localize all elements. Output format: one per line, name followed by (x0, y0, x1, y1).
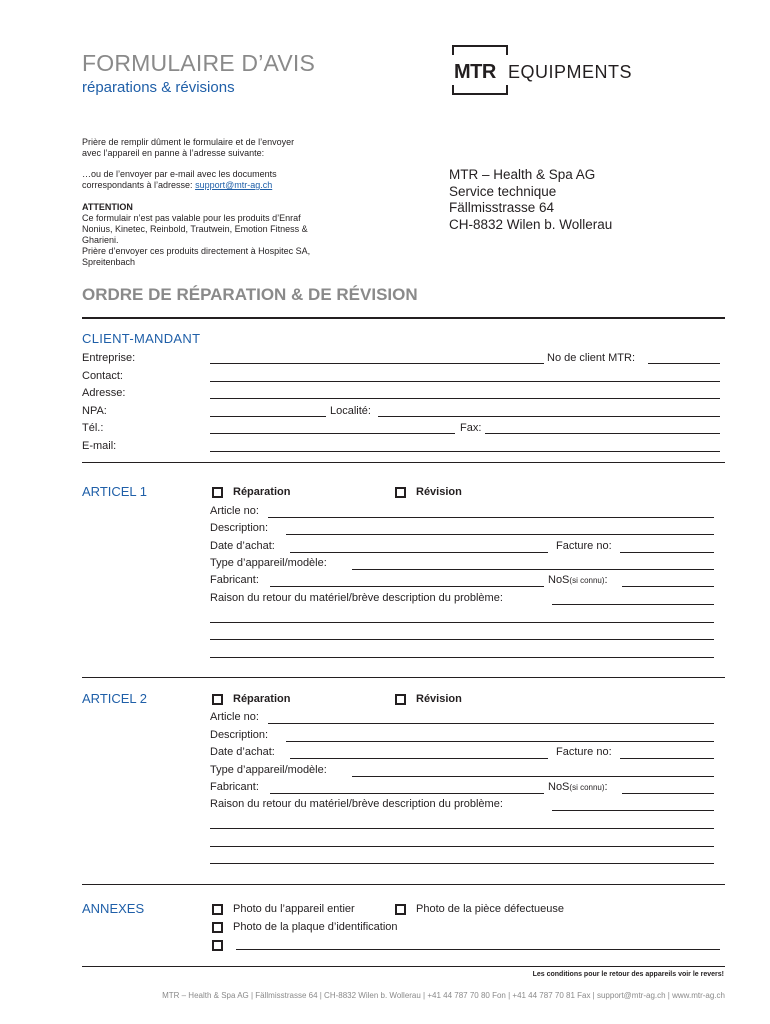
form-title: FORMULAIRE D’AVIS (82, 50, 316, 76)
checkbox-icon[interactable] (212, 922, 223, 933)
npa-field[interactable] (210, 405, 326, 417)
article-1-revision-checkbox[interactable]: Révision (395, 486, 462, 498)
label-ns: NoS(si connu): (548, 781, 608, 793)
label-raison: Raison du retour du matériel/brève description du problème: (210, 592, 503, 604)
checkbox-icon[interactable] (212, 694, 223, 705)
label-entreprise: Entreprise: (82, 352, 136, 364)
service-address: MTR – Health & Spa AG Service technique Fällmisstrasse 64 CH-8832 Wilen b. Wollerau (449, 167, 613, 232)
client-no-field[interactable] (648, 352, 720, 364)
intro-instructions: Prière de remplir dûment le formulaire et de l’envoyer avec l’appareil en panne à l’adresse suivante: (82, 137, 295, 158)
article-1-raison-line[interactable] (210, 628, 714, 640)
tel-field[interactable] (210, 422, 455, 434)
label-description: Description: (210, 522, 269, 534)
label-fabricant: Fabricant: (210, 781, 259, 793)
label-article-no: Article no: (210, 711, 259, 723)
form-subtitle: réparations & révisions (82, 79, 235, 96)
section-title: ORDRE DE RÉPARATION & DE RÉVISION (82, 285, 418, 304)
article-2-ns-field[interactable] (622, 782, 714, 794)
article-2-reparation-checkbox[interactable]: Réparation (212, 693, 290, 705)
checkbox-icon[interactable] (212, 904, 223, 915)
adresse-field[interactable] (210, 387, 720, 399)
checkbox-icon[interactable] (395, 904, 406, 915)
contact-field[interactable] (210, 370, 720, 382)
article-2-raison-line[interactable] (210, 817, 714, 829)
article-2-title: ARTICEL 2 (82, 691, 148, 706)
fax-field[interactable] (485, 422, 720, 434)
label-facture-no: Facture no: (556, 746, 612, 758)
email-field[interactable] (210, 440, 720, 452)
article-2-no-field[interactable] (268, 712, 714, 724)
annex-other-field[interactable] (236, 938, 720, 950)
label-type: Type d’appareil/modèle: (210, 557, 327, 569)
article-1-title: ARTICEL 1 (82, 484, 148, 499)
article-2-description-field[interactable] (286, 730, 714, 742)
localite-field[interactable] (378, 405, 720, 417)
divider (82, 677, 725, 678)
label-type: Type d’appareil/modèle: (210, 764, 327, 776)
article-1-date-field[interactable] (290, 541, 548, 553)
label-contact: Contact: (82, 370, 123, 382)
label-localite: Localité: (330, 405, 371, 417)
divider (82, 317, 725, 319)
article-2-raison-line[interactable] (210, 852, 714, 864)
article-1-raison-line[interactable] (210, 611, 714, 623)
annexes-title: ANNEXES (82, 901, 145, 916)
label-facture-no: Facture no: (556, 540, 612, 552)
label-article-no: Article no: (210, 505, 259, 517)
label-raison: Raison du retour du matériel/brève description du problème: (210, 798, 503, 810)
article-1-description-field[interactable] (286, 523, 714, 535)
article-1-reparation-checkbox[interactable]: Réparation (212, 486, 290, 498)
article-2-facture-field[interactable] (620, 747, 714, 759)
label-date-achat: Date d’achat: (210, 540, 275, 552)
annex-photo-piece-checkbox[interactable]: Photo de la pièce défectueuse (395, 903, 564, 915)
label-fabricant: Fabricant: (210, 574, 259, 586)
article-1-raison-field[interactable] (552, 593, 714, 605)
checkbox-icon[interactable] (212, 487, 223, 498)
annex-photo-appareil-checkbox[interactable]: Photo du l’appareil entier (212, 903, 355, 915)
footer-contact: MTR – Health & Spa AG | Fällmisstrasse 64 | CH-8832 Wilen b. Wollerau | +41 44 787 70 80 Fon | +41 44 787 70 81 Fax | support@mtr-ag.ch | www.mtr-ag.ch (162, 991, 725, 1000)
logo-equipments-text: EQUIPMENTS (508, 62, 633, 82)
article-2-revision-checkbox[interactable]: Révision (395, 693, 462, 705)
label-date-achat: Date d’achat: (210, 746, 275, 758)
label-ns: NoS(si connu): (548, 574, 608, 586)
conditions-note: Les conditions pour le retour des appareils voir le revers! (532, 971, 724, 978)
divider (82, 966, 725, 967)
article-1-no-field[interactable] (268, 506, 714, 518)
label-email: E-mail: (82, 440, 117, 452)
article-2-raison-field[interactable] (552, 799, 714, 811)
label-client-no: No de client MTR: (547, 352, 636, 364)
checkbox-icon[interactable] (395, 694, 406, 705)
article-2-type-field[interactable] (352, 765, 714, 777)
attention-note: ATTENTION Ce formulair n’est pas valable pour les produits d’Enraf Nonius, Kinetec, Reinbold, Trautwein, Emotion Fitness & Gharieni. Prière d’envoyer ces produits directement à Hospitec SA, Spreitenbach (82, 202, 311, 267)
label-npa: NPA: (82, 405, 107, 417)
support-email-link[interactable]: support@mtr-ag.ch (195, 180, 273, 190)
mtr-logo (452, 45, 633, 97)
divider (82, 462, 725, 463)
entreprise-field[interactable] (210, 352, 544, 364)
label-tel: Tél.: (82, 422, 104, 434)
article-1-type-field[interactable] (352, 558, 714, 570)
article-2-fabricant-field[interactable] (270, 782, 544, 794)
label-description: Description: (210, 729, 269, 741)
client-section-title: CLIENT-MANDANT (82, 331, 201, 346)
annex-other-checkbox[interactable] (212, 939, 233, 951)
annex-photo-plaque-checkbox[interactable]: Photo de la plaque d’identification (212, 921, 398, 933)
checkbox-icon[interactable] (212, 940, 223, 951)
article-2-raison-line[interactable] (210, 835, 714, 847)
article-1-facture-field[interactable] (620, 541, 714, 553)
label-adresse: Adresse: (82, 387, 126, 399)
article-1-ns-field[interactable] (622, 575, 714, 587)
article-1-fabricant-field[interactable] (270, 575, 544, 587)
logo-mtr-text: MTR (454, 61, 496, 83)
article-2-date-field[interactable] (290, 747, 548, 759)
intro-email: …ou de l’envoyer par e-mail avec les documents correspondants à l’adresse: support@mtr-ag.ch (82, 169, 277, 190)
checkbox-icon[interactable] (395, 487, 406, 498)
article-1-raison-line[interactable] (210, 646, 714, 658)
divider (82, 884, 725, 885)
label-fax: Fax: (460, 422, 482, 434)
